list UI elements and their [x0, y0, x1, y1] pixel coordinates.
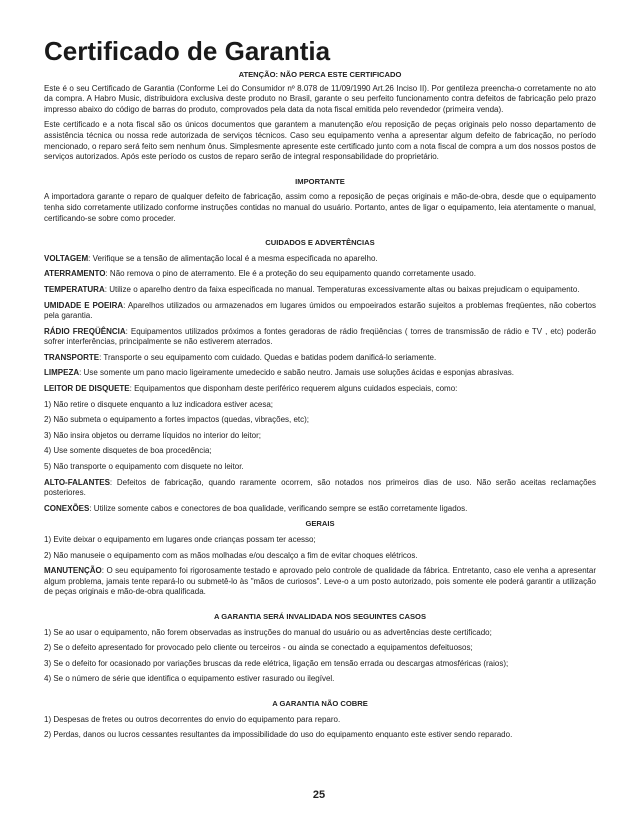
care-item	[44, 368, 596, 379]
maintenance-paragraph	[44, 566, 596, 598]
invalid-item: 4) Se o número de série que identifica o equipamento estiver rasurado ou ilegível.	[44, 674, 335, 684]
not-covered-item: 2) Perdas, danos ou lucros cessantes resultantes da impossibilidade do uso do equipamento enquanto este estiver sendo reparado.	[44, 730, 513, 740]
general-item: 1) Evite deixar o equipamento em lugares onde crianças possam ter acesso;	[44, 535, 316, 544]
care-item-text: : Utilize somente cabos e conectores de boa qualidade, verificando sempre se estão corretamente ligados.	[89, 503, 468, 513]
care-item-label: TRANSPORTE	[44, 352, 100, 362]
care-item	[44, 478, 596, 499]
care-item-label: ALTO-FALANTES	[44, 477, 110, 487]
document-body	[44, 70, 596, 746]
care-item	[44, 327, 596, 348]
page-title: Certificado de Garantia	[44, 36, 331, 66]
care-item-text: : Use somente um pano macio ligeiramente umedecido e sabão neutro. Jamais use soluções ácidas e esponjas abrasivas.	[79, 368, 515, 378]
care-item	[44, 353, 596, 364]
invalid-heading: A GARANTIA SERÁ INVALIDADA NOS SEGUINTES CASOS	[213, 611, 427, 621]
care-item	[44, 301, 596, 322]
care-item	[44, 285, 596, 296]
care-item-text: : Equipamentos utilizados próximos a fontes geradoras de rádio freqüências ( torres de transmissão de rádio e TV , etc) poderão sofrer interferências, principalmente se não estiverem aterrados.	[44, 326, 596, 347]
care-item-label: ATERRAMENTO	[44, 269, 106, 279]
not-covered-heading: A GARANTIA NÃO COBRE	[272, 698, 368, 708]
page-number: 25	[312, 789, 326, 801]
care-item	[44, 384, 596, 395]
care-item	[44, 504, 596, 515]
disk-list-item: 3) Não insira objetos ou derrame líquidos no interior do leitor;	[44, 430, 262, 440]
disk-list-item: 4) Use somente disquetes de boa procedência;	[44, 446, 212, 456]
warning-heading: ATENÇÃO: NÃO PERCA ESTE CERTIFICADO	[238, 70, 402, 79]
care-item-text: : Transporte o seu equipamento com cuidado. Quedas e batidas podem danificá-lo seriamente.	[99, 352, 437, 362]
disk-list-item: 1) Não retire o disquete enquanto a luz indicadora estiver acesa;	[44, 399, 274, 409]
care-item-label: UMIDADE E POEIRA	[44, 300, 124, 310]
not-covered-item: 1) Despesas de fretes ou outros decorrentes do envio do equipamento para reparo.	[44, 714, 341, 724]
invalid-item: 1) Se ao usar o equipamento, não forem observadas as instruções do manual do usuário ou as advertências deste certificado;	[44, 627, 492, 637]
care-item-text: : Equipamentos que disponham deste periférico requerem alguns cuidados especiais, como:	[129, 384, 458, 394]
care-item-text: : Verifique se a tensão de alimentação local é a mesma especificada no aparelho.	[88, 253, 378, 263]
general-item: 2) Não manuseie o equipamento com as mãos molhadas e/ou descalço a fim de evitar choques elétricos.	[44, 550, 418, 560]
disk-list-item: 2) Não submeta o equipamento a fortes impactos (quedas, vibrações, etc);	[44, 415, 310, 425]
invalid-item: 3) Se o defeito for ocasionado por variações bruscas da rede elétrica, ligação em tensão errada ou descargas atmosféricas (raios);	[44, 658, 509, 668]
care-item-label: RÁDIO FREQÜÊNCIA	[44, 326, 126, 336]
intro-paragraph: Este certificado e a nota fiscal são os únicos documentos que garantem a manutenção e/ou reposição de peças originais pelo nosso departamento de assistência técnica ou nossa rede autorizada de serviços técnicos. Caso seu equipamento venha a apresentar algum defeito de fabricação, no período mencionado, o reparo será feito sem nenhum ônus. Simplesmente apresente este certificado junto com a nota fiscal de compra a um dos nossos postos de serviços autorizados. Após este período os custos de reparo serão de integral responsabilidade do proprietário.	[44, 120, 596, 162]
invalid-item: 2) Se o defeito apresentado for provocado pelo cliente ou terceiros - ou ainda se conectado a equipamentos defeituosos;	[44, 643, 473, 653]
disk-list-item: 5) Não transporte o equipamento com disquete no leitor.	[44, 462, 244, 472]
care-item-text: : Aparelhos utilizados ou armazenados em lugares úmidos ou empoeirados estarão sujeitos a problemas freqüentes, não cobertos pela garantia.	[44, 300, 596, 321]
important-paragraph: A importadora garante o reparo de qualquer defeito de fabricação, assim como a reposição de peças originais e mão-de-obra, desde que o equipamento tenha sido corretamente utilizado conforme instruções contidas no manual do usuário. Portanto, antes de ligar o equipamento, leia atentamente o manual, certificando-se sobre como proceder.	[44, 192, 596, 223]
care-item-label: VOLTAGEM	[44, 253, 89, 263]
care-item-text: : Defeitos de fabricação, quando raramente ocorrem, são notados nos primeiros dias de uso. Não serão aceitas reclamações posteriores.	[44, 477, 596, 498]
care-item-label: LEITOR DE DISQUETE	[44, 384, 130, 394]
maintenance-label: MANUTENÇÃO	[44, 566, 102, 576]
care-item-text: : Não remova o pino de aterramento. Ele é a proteção do seu equipamento quando corretamente usado.	[105, 269, 476, 279]
important-heading: IMPORTANTE	[295, 176, 345, 186]
care-item-label: TEMPERATURA	[44, 284, 105, 294]
care-heading: CUIDADOS E ADVERTÊNCIAS	[265, 238, 375, 248]
maintenance-text: : O seu equipamento foi rigorosamente testado e aprovado pelo controle de qualidade da fábrica. Entretanto, caso ele venha a apresentar algum problema, jamais tente repará-lo ou submetê-lo às "mãos de curiosos". Leve-o a um posto autorizado, pois somente ele poderá garantir a utilização de peças originais e mão-de-obra qualificada.	[44, 566, 596, 597]
care-item	[44, 269, 596, 280]
intro-paragraph: Este é o seu Certificado de Garantia (Conforme Lei do Consumidor nº 8.078 de 11/09/1990 Art.26 Inciso II). Por gentileza preencha-o corretamente no ato da compra. A Habro Music, distribuidora exclusiva deste produto no Brasil, garante o seu perfeito funcionamento contra defeitos de fabricação pelo prazo impresso abaixo do código de barras do produto, comprovados pela data da nota fiscal emitida pelo revendedor (primeira venda).	[44, 83, 596, 114]
care-item-label: CONEXÕES	[44, 503, 90, 513]
care-item	[44, 254, 596, 265]
care-item-text: : Utilize o aparelho dentro da faixa especificada no manual. Temperaturas excessivamente altas ou baixas prejudicam o equipamento.	[104, 284, 580, 294]
care-item-label: LIMPEZA	[44, 368, 80, 378]
general-heading: GERAIS	[305, 519, 335, 529]
